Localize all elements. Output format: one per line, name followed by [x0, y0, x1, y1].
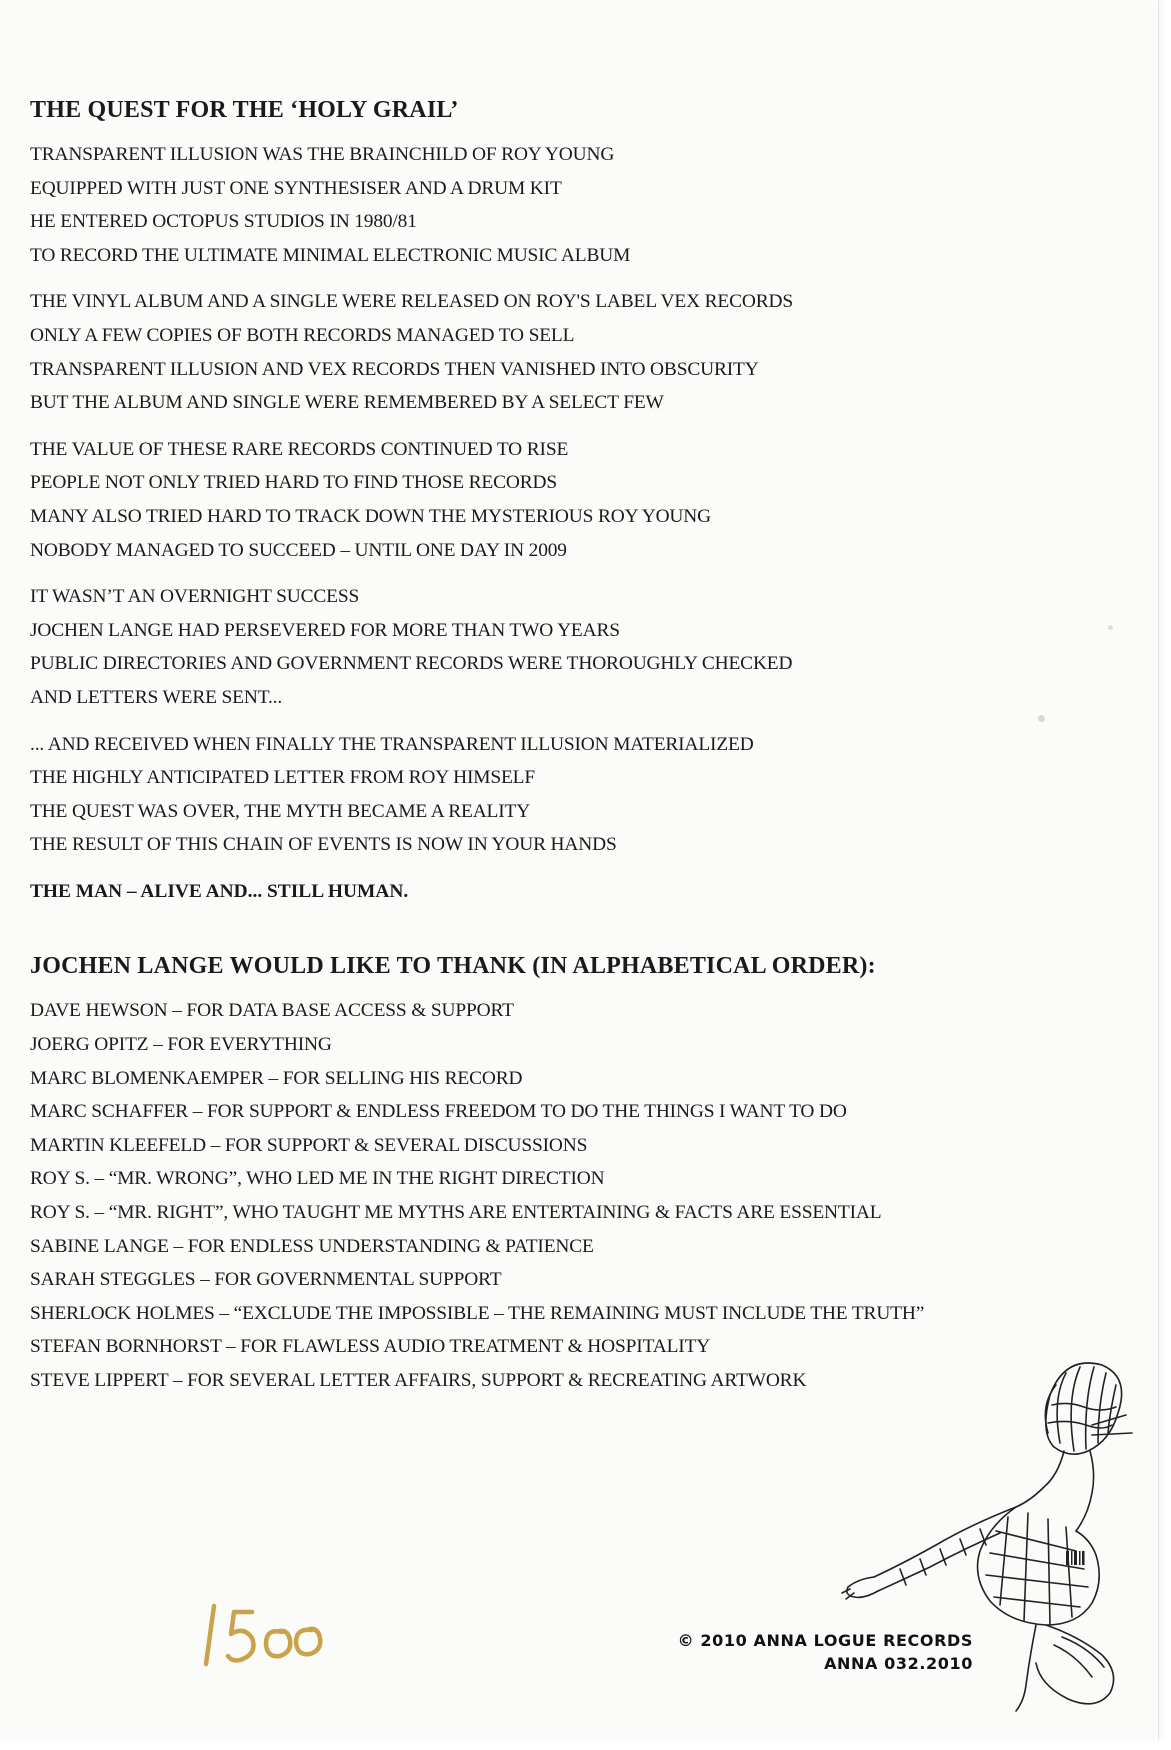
handwritten-number [200, 1598, 330, 1670]
text-line: AND LETTERS WERE SENT... [30, 686, 283, 708]
thanks-item: MARC BLOMENKAEMPER – FOR SELLING HIS RECORD [30, 1067, 523, 1089]
barcode-bar [1066, 1551, 1069, 1565]
text-line: THE RESULT OF THIS CHAIN OF EVENTS IS NOW IN YOUR HANDS [30, 834, 617, 856]
text-line: BUT THE ALBUM AND SINGLE WERE REMEMBERED BY A SELECT FEW [30, 392, 664, 414]
text-line: HE ENTERED OCTOPUS STUDIOS IN 1980/81 [30, 211, 417, 233]
paper-speck [1108, 625, 1113, 630]
thanks-item: SARAH STEGGLES – FOR GOVERNMENTAL SUPPORT [30, 1269, 502, 1291]
thanks-item: ROY S. – “MR. WRONG”, WHO LED ME IN THE RIGHT DIRECTION [30, 1168, 605, 1190]
text-line: THE HIGHLY ANTICIPATED LETTER FROM ROY HIMSELF [30, 767, 536, 789]
text-line: THE QUEST WAS OVER, THE MYTH BECAME A REALITY [30, 800, 531, 822]
thanks-item: SHERLOCK HOLMES – “EXCLUDE THE IMPOSSIBLE – THE REMAINING MUST INCLUDE THE TRUTH” [30, 1302, 925, 1324]
thanks-item: STEFAN BORNHORST – FOR FLAWLESS AUDIO TREATMENT & HOSPITALITY [30, 1336, 711, 1358]
text-line: IT WASN’T AN OVERNIGHT SUCCESS [30, 586, 360, 608]
quest-heading: THE QUEST FOR THE ‘HOLY GRAIL’ [30, 97, 459, 123]
figure-illustration [840, 1355, 1140, 1715]
quest-paragraph-3 [30, 433, 1090, 567]
thanks-list [30, 994, 1090, 1397]
text-line: PUBLIC DIRECTORIES AND GOVERNMENT RECORDS WERE THOROUGHLY CHECKED [30, 653, 793, 675]
document-body [30, 96, 1090, 1398]
text-line: ONLY A FEW COPIES OF BOTH RECORDS MANAGED TO SELL [30, 324, 575, 346]
thanks-item: MARC SCHAFFER – FOR SUPPORT & ENDLESS FREEDOM TO DO THE THINGS I WANT TO DO [30, 1101, 847, 1123]
thanks-item: STEVE LIPPERT – FOR SEVERAL LETTER AFFAIRS, SUPPORT & RECREATING ARTWORK [30, 1370, 807, 1391]
text-line: EQUIPPED WITH JUST ONE SYNTHESISER AND A DRUM KIT [30, 177, 562, 199]
barcode-bar [1071, 1551, 1073, 1565]
catalog-number: ANNA 032.2010 [824, 1654, 973, 1673]
text-line: MANY ALSO TRIED HARD TO TRACK DOWN THE MYSTERIOUS ROY YOUNG [30, 505, 711, 527]
text-line: TRANSPARENT ILLUSION WAS THE BRAINCHILD OF ROY YOUNG [30, 144, 615, 165]
quest-paragraph-5 [30, 728, 1090, 862]
thanks-item: SABINE LANGE – FOR ENDLESS UNDERSTANDING & PATIENCE [30, 1235, 594, 1257]
closing-statement: THE MAN – ALIVE AND... STILL HUMAN. [30, 880, 409, 902]
thanks-item: ROY S. – “MR. RIGHT”, WHO TAUGHT ME MYTHS ARE ENTERTAINING & FACTS ARE ESSENTIAL [30, 1202, 882, 1224]
thanks-item: JOERG OPITZ – FOR EVERYTHING [30, 1034, 332, 1056]
text-line: THE VINYL ALBUM AND A SINGLE WERE RELEASED ON ROY'S LABEL VEX RECORDS [30, 291, 794, 313]
barcode-bar [1074, 1551, 1077, 1565]
quest-paragraph-2 [30, 285, 1090, 419]
thanks-heading: JOCHEN LANGE WOULD LIKE TO THANK (IN ALPHABETICAL ORDER): [30, 953, 876, 980]
text-line: PEOPLE NOT ONLY TRIED HARD TO FIND THOSE RECORDS [30, 472, 558, 494]
text-line: THE VALUE OF THESE RARE RECORDS CONTINUED TO RISE [30, 438, 569, 460]
text-line: TRANSPARENT ILLUSION AND VEX RECORDS THEN VANISHED INTO OBSCURITY [30, 358, 759, 380]
text-line: JOCHEN LANGE HAD PERSEVERED FOR MORE THAN TWO YEARS [30, 619, 620, 641]
quest-paragraph-1 [30, 138, 1090, 272]
text-line: ... AND RECEIVED WHEN FINALLY THE TRANSPARENT ILLUSION MATERIALIZED [30, 733, 754, 755]
barcode-bar [1079, 1551, 1081, 1565]
text-line: TO RECORD THE ULTIMATE MINIMAL ELECTRONIC MUSIC ALBUM [30, 244, 631, 266]
quest-paragraph-4 [30, 580, 1090, 714]
copyright-line: © 2010 ANNA LOGUE RECORDS [677, 1631, 973, 1650]
thanks-item: DAVE HEWSON – FOR DATA BASE ACCESS & SUPPORT [30, 1000, 514, 1022]
text-line: NOBODY MANAGED TO SUCCEED – UNTIL ONE DAY IN 2009 [30, 539, 567, 561]
barcode-bar [1082, 1551, 1085, 1565]
thanks-item: MARTIN KLEEFELD – FOR SUPPORT & SEVERAL DISCUSSIONS [30, 1134, 588, 1156]
